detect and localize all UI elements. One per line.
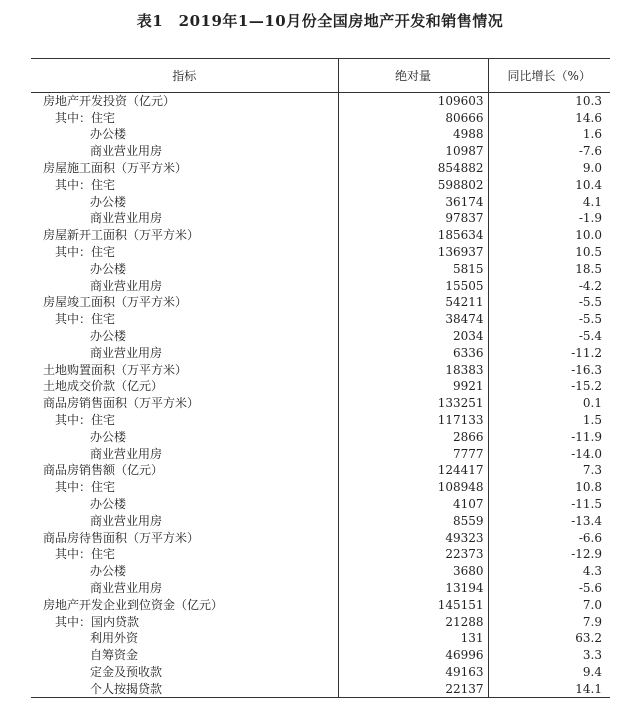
row-absolute-value: 97837	[338, 210, 488, 227]
row-label: 房地产开发投资（亿元）	[43, 94, 176, 109]
row-label: 定金及预收款	[90, 664, 163, 679]
row-yoy-growth: -13.4	[488, 512, 610, 529]
table-body	[31, 93, 610, 698]
header-absolute-value: 绝对量	[338, 59, 488, 93]
row-yoy-growth: 10.5	[488, 244, 610, 261]
row-yoy-growth: -11.5	[488, 496, 610, 513]
data-table	[31, 58, 610, 698]
row-absolute-value: 46996	[338, 647, 488, 664]
row-label: 办公楼	[90, 194, 127, 209]
row-label: 商业营业用房	[90, 211, 163, 226]
row-yoy-growth: -6.6	[488, 529, 610, 546]
row-yoy-growth: 10.3	[488, 93, 610, 110]
row-yoy-growth: -4.2	[488, 277, 610, 294]
row-yoy-growth: -5.4	[488, 328, 610, 345]
row-yoy-growth: -11.9	[488, 428, 610, 445]
row-label: 其中：住宅	[55, 177, 116, 192]
row-yoy-growth: 7.0	[488, 596, 610, 613]
row-yoy-growth: 10.4	[488, 176, 610, 193]
row-label: 其中：住宅	[55, 245, 116, 260]
row-label: 房屋施工面积（万平方米）	[43, 161, 188, 176]
row-absolute-value: 854882	[338, 160, 488, 177]
row-yoy-growth: 18.5	[488, 260, 610, 277]
table-row	[31, 664, 610, 681]
row-label: 商业营业用房	[90, 513, 163, 528]
row-label: 商品房销售额（亿元）	[43, 463, 164, 478]
row-absolute-value: 22373	[338, 546, 488, 563]
row-yoy-growth: 14.6	[488, 109, 610, 126]
table-row	[31, 109, 610, 126]
table-row	[31, 143, 610, 160]
row-absolute-value: 136937	[338, 244, 488, 261]
table-row	[31, 176, 610, 193]
table-row	[31, 395, 610, 412]
row-absolute-value: 108948	[338, 479, 488, 496]
table-row	[31, 512, 610, 529]
row-label: 商业营业用房	[90, 278, 163, 293]
row-yoy-growth: 0.1	[488, 395, 610, 412]
row-yoy-growth: -15.2	[488, 378, 610, 395]
row-yoy-growth: 4.1	[488, 193, 610, 210]
header-indicator: 指标	[31, 59, 338, 93]
table-row	[31, 93, 610, 110]
row-label: 其中：国内贷款	[55, 614, 140, 629]
row-yoy-growth: -16.3	[488, 361, 610, 378]
row-yoy-growth: 7.9	[488, 613, 610, 630]
table-row	[31, 496, 610, 513]
row-yoy-growth: 14.1	[488, 680, 610, 697]
row-absolute-value: 4107	[338, 496, 488, 513]
table-row	[31, 479, 610, 496]
table-header	[31, 59, 610, 93]
row-label: 房地产开发企业到位资金（亿元）	[43, 597, 224, 612]
row-yoy-growth: -11.2	[488, 344, 610, 361]
table-row	[31, 546, 610, 563]
row-label: 其中：住宅	[55, 480, 116, 495]
row-yoy-growth: -7.6	[488, 143, 610, 160]
row-absolute-value: 131	[338, 630, 488, 647]
row-absolute-value: 145151	[338, 596, 488, 613]
row-yoy-growth: 10.8	[488, 479, 610, 496]
row-label: 土地购置面积（万平方米）	[43, 362, 188, 377]
table-row	[31, 294, 610, 311]
table-row	[31, 277, 610, 294]
row-label: 其中：住宅	[55, 110, 116, 125]
row-absolute-value: 36174	[338, 193, 488, 210]
row-absolute-value: 2866	[338, 428, 488, 445]
row-label: 办公楼	[90, 497, 127, 512]
row-yoy-growth: 7.3	[488, 462, 610, 479]
row-yoy-growth: -5.5	[488, 311, 610, 328]
row-absolute-value: 185634	[338, 227, 488, 244]
table-row	[31, 462, 610, 479]
table-row	[31, 428, 610, 445]
table-row	[31, 344, 610, 361]
row-label: 房屋竣工面积（万平方米）	[43, 295, 188, 310]
row-label: 商品房待售面积（万平方米）	[43, 530, 200, 545]
table-row	[31, 160, 610, 177]
row-label: 自筹资金	[90, 648, 139, 663]
row-absolute-value: 4988	[338, 126, 488, 143]
row-absolute-value: 15505	[338, 277, 488, 294]
row-absolute-value: 6336	[338, 344, 488, 361]
table-row	[31, 210, 610, 227]
table-title: 表1 2019年1—10月份全国房地产开发和销售情况	[136, 12, 504, 30]
row-label: 商业营业用房	[90, 144, 163, 159]
row-label: 商业营业用房	[90, 581, 163, 595]
table-row	[31, 227, 610, 244]
table-row	[31, 445, 610, 462]
row-yoy-growth: 3.3	[488, 647, 610, 664]
row-yoy-growth: 1.5	[488, 412, 610, 429]
row-absolute-value: 21288	[338, 613, 488, 630]
row-label: 商业营业用房	[90, 446, 163, 461]
row-label: 办公楼	[90, 127, 127, 142]
table-row	[31, 647, 610, 664]
row-yoy-growth: 1.6	[488, 126, 610, 143]
table-row	[31, 596, 610, 613]
table-row	[31, 361, 610, 378]
row-absolute-value: 598802	[338, 176, 488, 193]
row-label: 办公楼	[90, 329, 127, 344]
table-row	[31, 193, 610, 210]
row-yoy-growth: 9.0	[488, 160, 610, 177]
row-absolute-value: 18383	[338, 361, 488, 378]
row-absolute-value: 7777	[338, 445, 488, 462]
header-yoy-growth: 同比增长（%）	[488, 59, 610, 93]
table-row	[31, 529, 610, 546]
table-row	[31, 630, 610, 647]
row-absolute-value: 117133	[338, 412, 488, 429]
row-label: 其中：住宅	[55, 547, 116, 562]
row-absolute-value: 10987	[338, 143, 488, 160]
row-yoy-growth: -5.6	[488, 580, 610, 597]
row-yoy-growth: 63.2	[488, 630, 610, 647]
row-absolute-value: 5815	[338, 260, 488, 277]
row-absolute-value: 8559	[338, 512, 488, 529]
row-absolute-value: 3680	[338, 563, 488, 580]
row-label: 其中：住宅	[55, 413, 116, 428]
row-absolute-value: 13194	[338, 580, 488, 597]
header-row	[31, 59, 610, 93]
row-absolute-value: 2034	[338, 328, 488, 345]
row-label: 房屋新开工面积（万平方米）	[43, 228, 200, 243]
table-row	[31, 613, 610, 630]
row-absolute-value: 49323	[338, 529, 488, 546]
table-row	[31, 680, 610, 697]
row-absolute-value: 54211	[338, 294, 488, 311]
row-label: 办公楼	[90, 564, 127, 579]
table-row	[31, 311, 610, 328]
table-row	[31, 328, 610, 345]
row-absolute-value: 49163	[338, 664, 488, 681]
table-row	[31, 260, 610, 277]
table-row	[31, 580, 610, 597]
row-label: 办公楼	[90, 261, 127, 276]
row-yoy-growth: -14.0	[488, 445, 610, 462]
row-absolute-value: 9921	[338, 378, 488, 395]
table-row	[31, 412, 610, 429]
row-yoy-growth: -12.9	[488, 546, 610, 563]
row-label: 利用外资	[90, 631, 139, 646]
row-label: 土地成交价款（亿元）	[43, 379, 164, 394]
row-absolute-value: 22137	[338, 680, 488, 697]
table-row	[31, 244, 610, 261]
row-label: 办公楼	[90, 429, 127, 444]
row-label: 个人按揭贷款	[31, 680, 338, 697]
row-yoy-growth: 4.3	[488, 563, 610, 580]
row-yoy-growth: -1.9	[488, 210, 610, 227]
table-row	[31, 126, 610, 143]
row-label: 其中：住宅	[55, 312, 116, 327]
row-label: 商业营业用房	[90, 345, 163, 360]
table-row	[31, 378, 610, 395]
row-yoy-growth: 9.4	[488, 664, 610, 681]
row-absolute-value: 133251	[338, 395, 488, 412]
row-yoy-growth: -5.5	[488, 294, 610, 311]
table-row	[31, 563, 610, 580]
row-absolute-value: 109603	[338, 93, 488, 110]
row-absolute-value: 80666	[338, 109, 488, 126]
row-label: 商品房销售面积（万平方米）	[43, 396, 200, 411]
row-absolute-value: 124417	[338, 462, 488, 479]
row-yoy-growth: 10.0	[488, 227, 610, 244]
row-absolute-value: 38474	[338, 311, 488, 328]
